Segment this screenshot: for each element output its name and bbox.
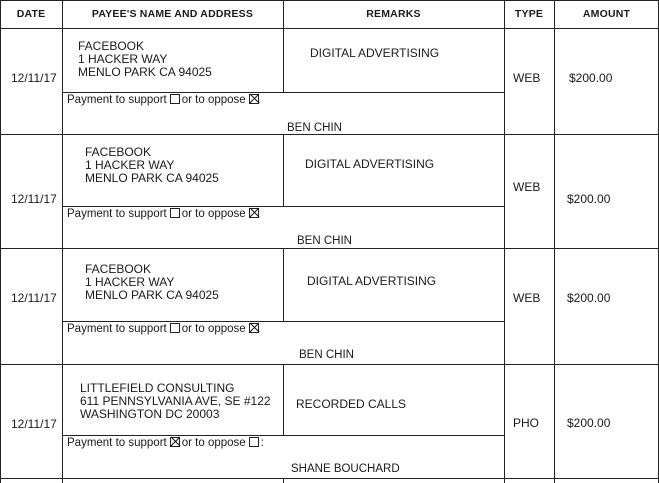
- payee-address-line1: 1 HACKER WAY: [85, 158, 175, 172]
- amount-cell: $200.00: [567, 291, 611, 305]
- payee-address: [78, 40, 212, 79]
- amount-cell: $200.00: [569, 71, 613, 85]
- header-date: DATE: [16, 8, 46, 20]
- payee-address-line2: MENLO PARK CA 94025: [85, 171, 219, 185]
- payee-address: [80, 382, 271, 421]
- date-cell: 12/11/17: [11, 417, 57, 431]
- oppose-label: or to oppose: [181, 208, 246, 220]
- oppose-checkbox: [249, 208, 259, 218]
- payee-name: LITTLEFIELD CONSULTING: [80, 381, 235, 395]
- payee-address-line1: 1 HACKER WAY: [85, 275, 175, 289]
- header-type: TYPE: [514, 8, 544, 20]
- support-label: Payment to support: [67, 323, 167, 335]
- rule: [0, 0, 1, 483]
- oppose-checkbox: [249, 323, 259, 333]
- type-cell: WEB: [513, 180, 541, 194]
- candidate-name: SHANE BOUCHARD: [291, 463, 400, 475]
- oppose-checkbox: [249, 94, 259, 104]
- payee-address-line2: MENLO PARK CA 94025: [78, 65, 212, 79]
- candidate-name: BEN CHIN: [297, 235, 352, 247]
- rule: [62, 321, 504, 322]
- type-cell: PHO: [513, 416, 540, 430]
- rule: [62, 0, 63, 483]
- date-cell: 12/11/17: [11, 71, 57, 85]
- rule: [504, 0, 505, 483]
- payee-address-line1: 1 HACKER WAY: [78, 52, 168, 66]
- rule: [0, 28, 659, 29]
- support-label: Payment to support: [67, 437, 167, 449]
- rule: [283, 28, 284, 92]
- rule: [0, 364, 659, 365]
- support-checkbox: [170, 437, 180, 447]
- rule: [0, 478, 659, 479]
- header-payee: PAYEE'S NAME AND ADDRESS: [91, 8, 254, 20]
- amount-cell: $200.00: [567, 416, 611, 430]
- oppose-checkbox: [249, 437, 259, 447]
- support-suffix: :: [260, 437, 264, 449]
- amount-cell: $200.00: [567, 192, 611, 206]
- remarks-cell: DIGITAL ADVERTISING: [307, 274, 437, 288]
- support-oppose-line: [67, 437, 264, 450]
- payee-name: FACEBOOK: [85, 262, 152, 276]
- remarks-cell: DIGITAL ADVERTISING: [310, 46, 440, 60]
- header-amount: AMOUNT: [582, 8, 631, 20]
- support-label: Payment to support: [67, 94, 167, 106]
- rule: [283, 248, 284, 321]
- rule: [283, 0, 284, 28]
- support-checkbox: [170, 94, 180, 104]
- type-cell: WEB: [513, 71, 541, 85]
- remarks-cell: DIGITAL ADVERTISING: [305, 157, 435, 171]
- payee-address-line2: MENLO PARK CA 94025: [85, 288, 219, 302]
- support-oppose-line: [67, 323, 261, 336]
- payee-address-line2: WASHINGTON DC 20003: [80, 407, 220, 421]
- support-checkbox: [170, 323, 180, 333]
- payee-address-line1: 611 PENNSYLVANIA AVE, SE #122: [80, 394, 271, 408]
- candidate-name: BEN CHIN: [287, 122, 342, 134]
- oppose-label: or to oppose: [181, 94, 246, 106]
- type-cell: WEB: [513, 291, 541, 305]
- rule: [62, 92, 504, 93]
- candidate-name: BEN CHIN: [299, 349, 354, 361]
- header-remarks: REMARKS: [366, 8, 421, 20]
- support-oppose-line: [67, 208, 261, 221]
- support-oppose-line: [67, 94, 261, 107]
- rule: [0, 248, 659, 249]
- rule: [283, 364, 284, 435]
- rule: [283, 134, 284, 206]
- date-cell: 12/11/17: [11, 291, 57, 305]
- payee-address: [85, 146, 219, 185]
- payee-name: FACEBOOK: [78, 39, 145, 53]
- oppose-label: or to oppose: [181, 437, 246, 449]
- rule: [0, 0, 659, 1]
- rule: [62, 206, 504, 207]
- date-cell: 12/11/17: [11, 192, 57, 206]
- rule: [283, 478, 284, 483]
- support-label: Payment to support: [67, 208, 167, 220]
- payee-address: [85, 263, 219, 302]
- support-checkbox: [170, 208, 180, 218]
- rule: [554, 0, 555, 483]
- oppose-label: or to oppose: [181, 323, 246, 335]
- remarks-cell: RECORDED CALLS: [296, 397, 407, 411]
- rule: [62, 435, 504, 436]
- payee-name: FACEBOOK: [85, 145, 152, 159]
